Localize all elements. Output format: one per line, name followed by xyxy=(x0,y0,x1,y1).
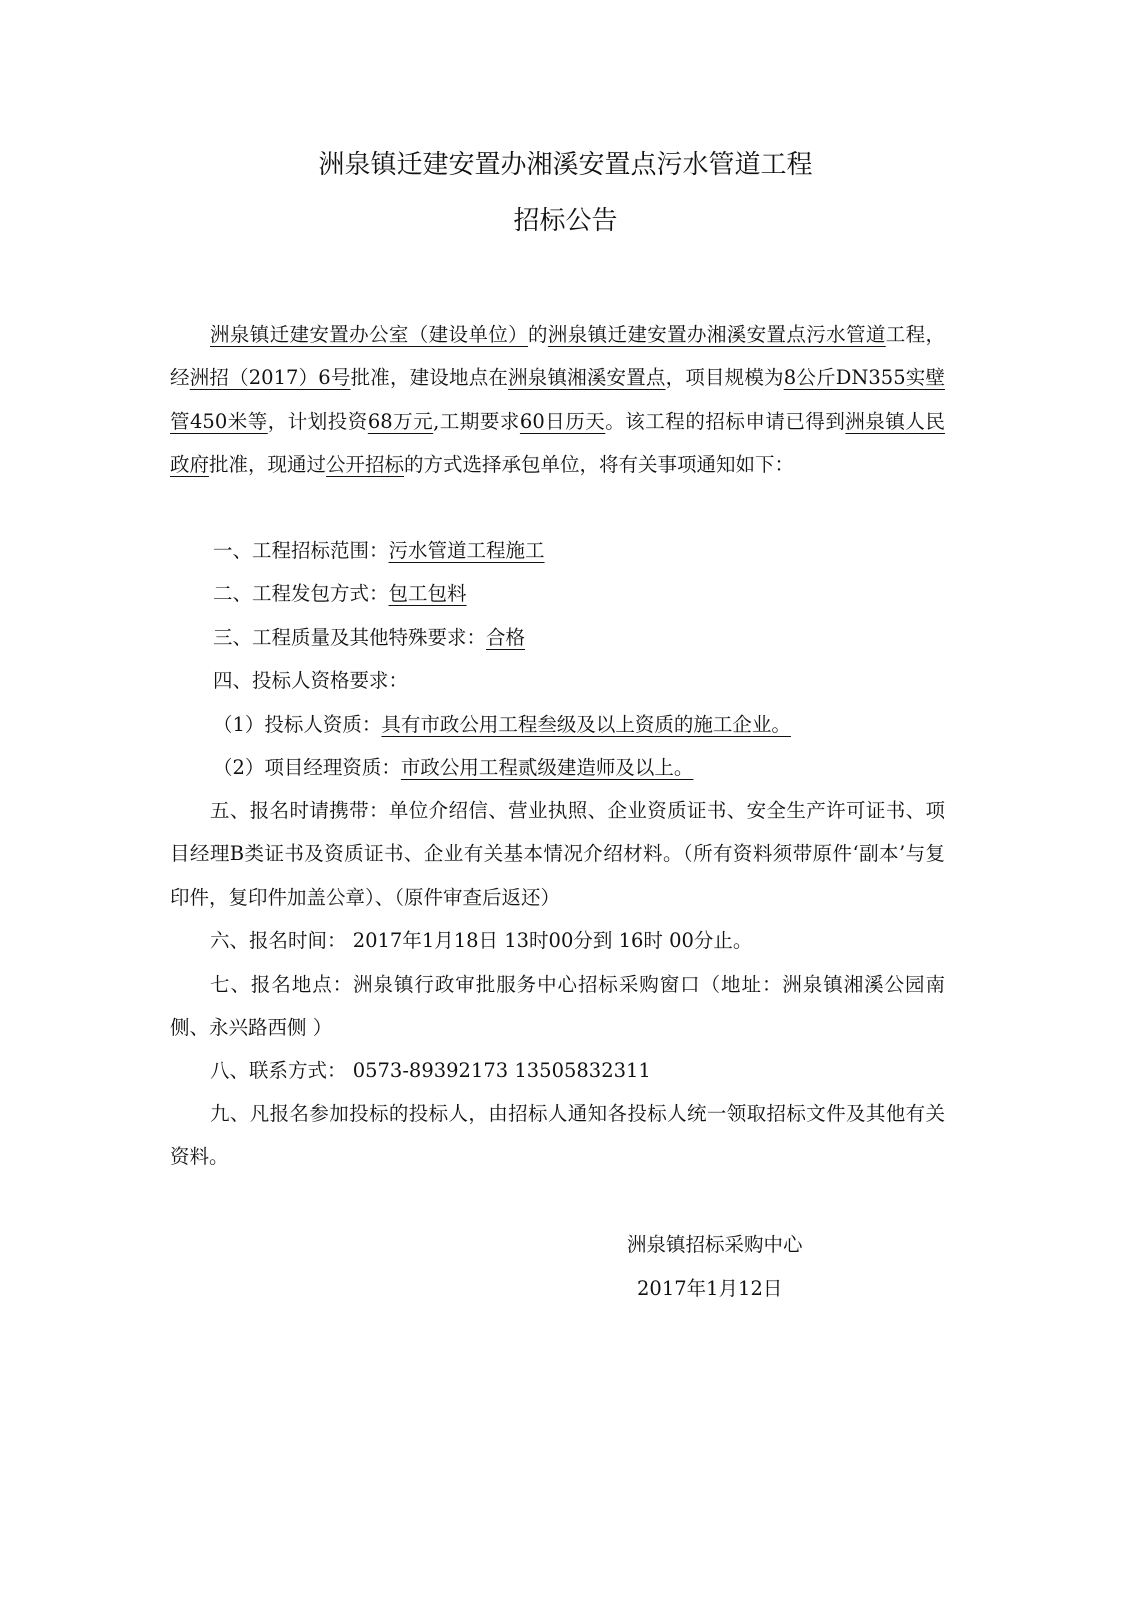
duration-field: 60日历天 xyxy=(519,409,606,433)
intro-text: 批准，现通过 xyxy=(209,453,327,477)
approval-field: 洲招（2017）6号 xyxy=(189,366,351,390)
item-label: 四、投标人资格要求： xyxy=(213,669,409,692)
intro-text: 。该工程的招标申请已得到 xyxy=(605,409,846,433)
item-4 xyxy=(213,659,945,702)
investment-field: 68万元 xyxy=(367,409,434,433)
intro-text: 批准，建设地点在 xyxy=(350,366,509,390)
signature-date: 2017年1月12日 xyxy=(637,1277,783,1300)
item-label: 二、工程发包方式： xyxy=(213,582,389,605)
item-4b xyxy=(213,746,945,789)
intro-text: 的 xyxy=(527,323,548,346)
project-field: 洲泉镇迁建安置办湘溪安置点污水管道 xyxy=(547,323,886,346)
intro-paragraph xyxy=(170,313,945,487)
item-label: 一、工程招标范围： xyxy=(213,539,389,562)
signature-org: 洲泉镇招标采购中心 xyxy=(627,1233,803,1256)
scale-field: 8公斤DN355实壁管450米等 xyxy=(170,366,945,433)
item-label: 三、工程质量及其他特殊要求： xyxy=(213,626,487,649)
item-1 xyxy=(213,529,945,572)
item-value: 污水管道工程施工 xyxy=(388,539,545,562)
item-2 xyxy=(213,572,945,615)
item-value: 包工包料 xyxy=(388,582,467,605)
intro-text: ，项目规模为 xyxy=(665,366,784,390)
item-label: （2）项目经理资质： xyxy=(213,756,401,779)
item-3 xyxy=(213,616,945,659)
document-subtitle: 招标公告 xyxy=(513,206,618,236)
intro-text: ，计划投资 xyxy=(267,409,368,433)
intro-text: 的方式选择承包单位，将有关事项通知如下： xyxy=(404,453,795,477)
intro-text: ,工期要求 xyxy=(433,409,520,433)
item-8: 八、联系方式： 0573-89392173 13505832311 xyxy=(210,1059,651,1082)
approver-field: 洲泉镇人民政府 xyxy=(170,409,945,477)
method-field: 公开招标 xyxy=(326,453,405,477)
owner-field: 洲泉镇迁建安置办公室（建设单位） xyxy=(210,323,528,346)
intro-text: 工程，经 xyxy=(170,323,945,390)
item-value: 具有市政公用工程叁级及以上资质的施工企业。 xyxy=(381,713,791,736)
item-4a xyxy=(213,703,945,746)
item-value: 市政公用工程贰级建造师及以上。 xyxy=(400,756,694,779)
item-9: 九、凡报名参加投标的投标人，由招标人通知各投标人统一领取招标文件及其他有关资料。 xyxy=(170,1102,945,1169)
item-value: 合格 xyxy=(486,626,526,649)
item-5: 五、报名时请携带：单位介绍信、营业执照、企业资质证书、安全生产许可证书、项目经理B类证书及资质证书、企业有关基本情况介绍材料。（所有资料须带原件‘副本’与复印件，复印件加盖公章）、（原件审查后返还） xyxy=(170,799,945,909)
document-title: 洲泉镇迁建安置办湘溪安置点污水管道工程 xyxy=(318,150,813,180)
item-7: 七、报名地点：洲泉镇行政审批服务中心招标采购窗口（地址：洲泉镇湘溪公园南侧、永兴路西侧 ） xyxy=(170,973,945,1040)
item-label: （1）投标人资质： xyxy=(213,713,382,736)
location-field: 洲泉镇湘溪安置点 xyxy=(508,366,666,390)
item-6: 六、报名时间： 2017年1月18日 13时00分到 16时 00分止。 xyxy=(210,929,753,952)
